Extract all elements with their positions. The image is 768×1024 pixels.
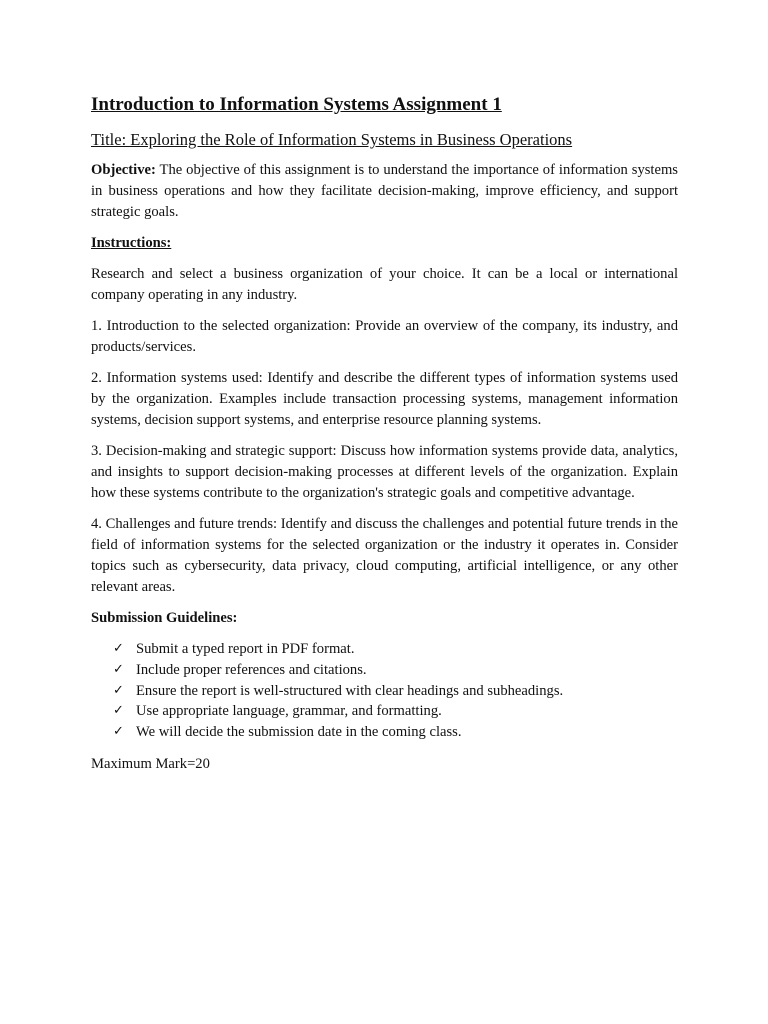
objective-paragraph	[91, 160, 678, 222]
checkmark-icon: ✓	[113, 723, 124, 739]
guideline-text: Ensure the report is well-structured with clear headings and subheadings.	[136, 682, 564, 699]
instruction-item-1: 1. Introduction to the selected organization: Provide an overview of the company, its industry, and products/services.	[91, 318, 678, 356]
instruction-item-4: 4. Challenges and future trends: Identify and discuss the challenges and potential future trends in the field of information systems for the selected organization or the industry it operates in. Consider topics such as cybersecurity, data privacy, cloud computing, artificial intelligence, or any other relevant areas.	[91, 516, 678, 595]
guideline-text: Use appropriate language, grammar, and formatting.	[136, 703, 442, 720]
checkmark-icon: ✓	[113, 682, 124, 698]
instructions-intro: Research and select a business organization of your choice. It can be a local or international company operating in any industry.	[91, 266, 678, 303]
objective-label: Objective:	[91, 162, 156, 178]
submission-guidelines-list	[91, 639, 678, 743]
checkmark-icon: ✓	[113, 703, 124, 719]
instructions-heading: Instructions:	[91, 234, 172, 251]
document-subtitle: Title: Exploring the Role of Information Systems in Business Operations	[91, 130, 573, 149]
guideline-text: We will decide the submission date in the coming class.	[136, 723, 462, 740]
checkmark-icon: ✓	[113, 641, 124, 657]
guideline-item	[91, 722, 678, 743]
document-page	[91, 92, 678, 785]
guideline-text: Submit a typed report in PDF format.	[136, 641, 355, 658]
checkmark-icon: ✓	[113, 661, 124, 677]
objective-text: The objective of this assignment is to understand the importance of information systems in business operations and how they facilitate decision-making, improve efficiency, and support strategic goals.	[91, 162, 678, 220]
guideline-item	[91, 660, 678, 681]
instruction-item-3: 3. Decision-making and strategic support: Discuss how information systems provide data, analytics, and insights to support decision-making processes at different levels of the organization. Explain how these systems contribute to the organization's strategic goals and competitive advantage.	[91, 443, 678, 501]
maximum-mark: Maximum Mark=20	[91, 755, 210, 772]
guideline-text: Include proper references and citations.	[136, 661, 367, 678]
instruction-item-2: 2. Information systems used: Identify and describe the different types of information systems used by the organization. Examples include transaction processing systems, management information systems, decision support systems, and enterprise resource planning systems.	[91, 370, 678, 428]
guideline-item	[91, 681, 678, 702]
document-heading: Introduction to Information Systems Assignment 1	[91, 94, 502, 115]
submission-guidelines-heading: Submission Guidelines:	[91, 609, 238, 626]
guideline-item	[91, 639, 678, 660]
guideline-item	[91, 701, 678, 722]
